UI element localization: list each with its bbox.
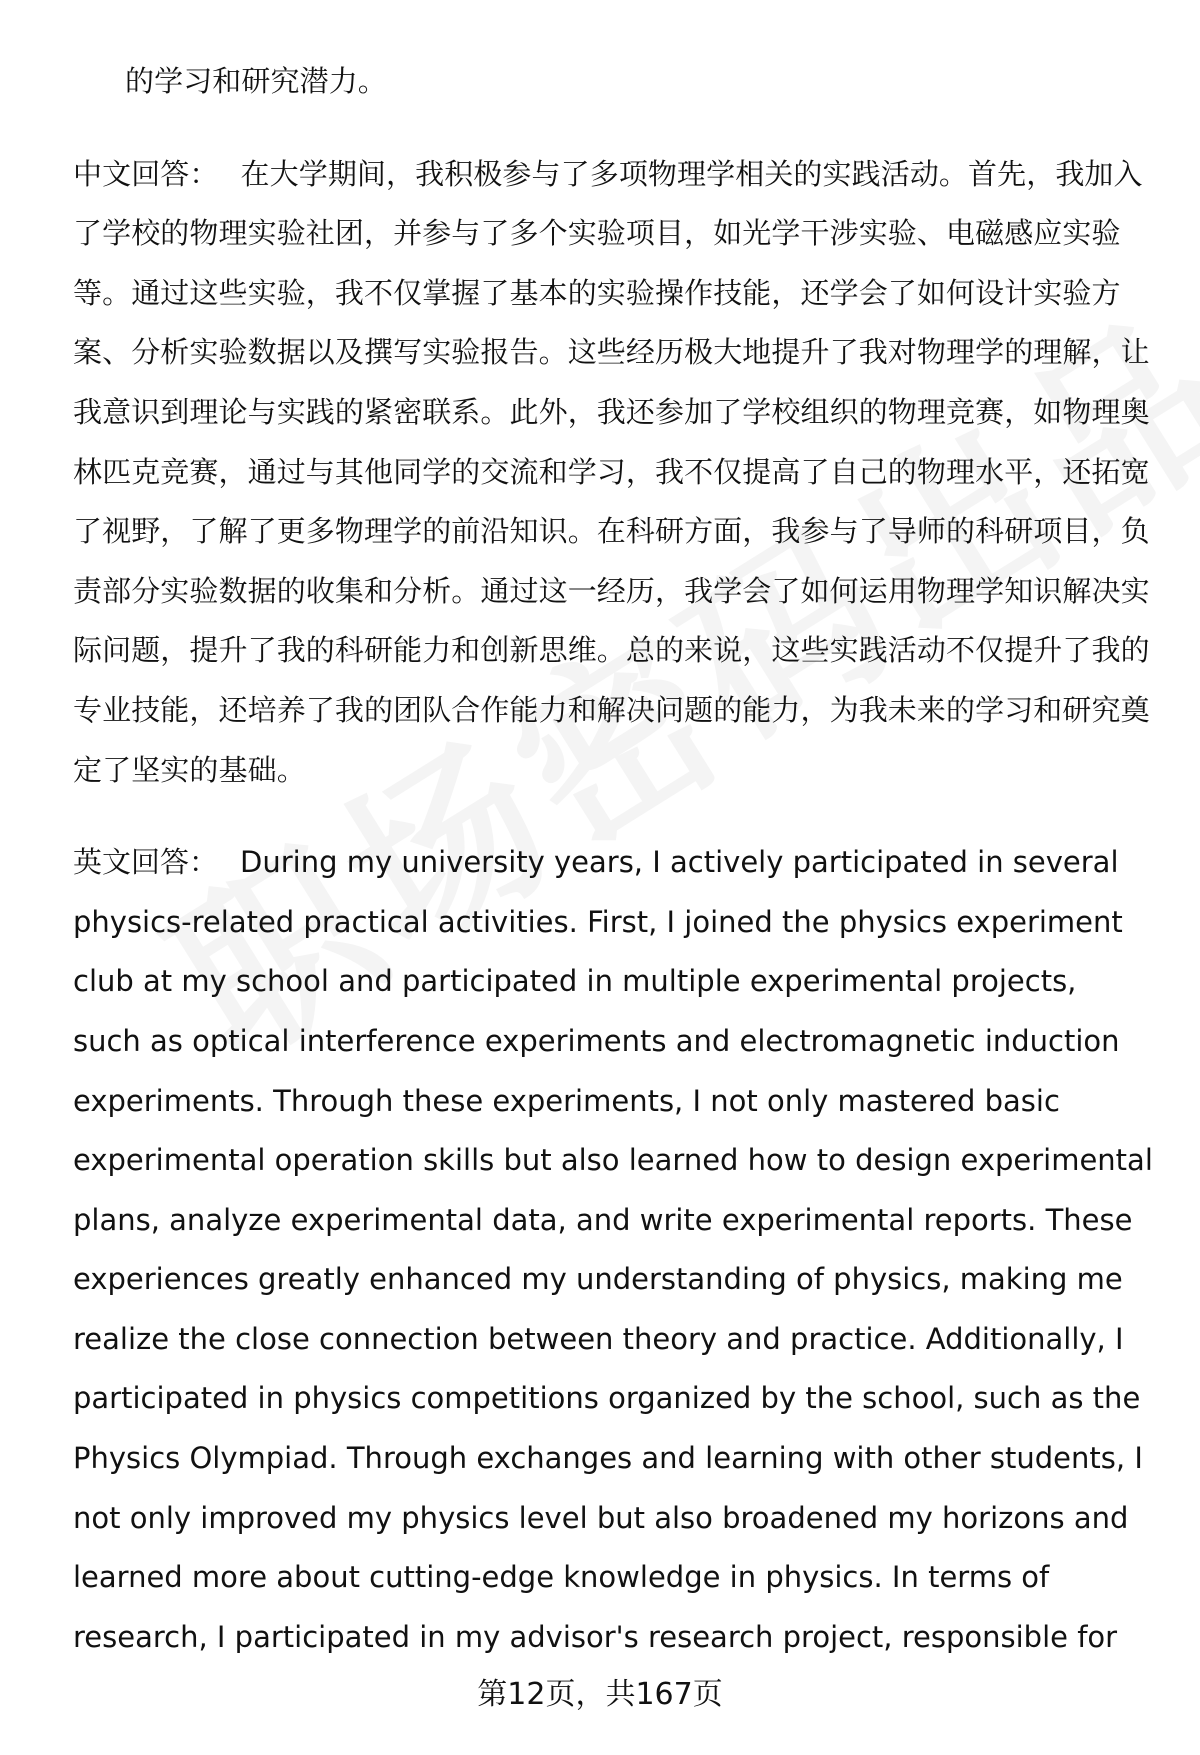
english-answer-text: During my university years, I actively participated in several physics-related practical activities. First, I joined the physics experiment club at my school and participated in multiple experimental projects, such as optical interference experiments and electromagnetic induction experiments. Through these experiments, I not only mastered basic experimental operation skills but also learned how to design experimental plans, analyze experimental data, and write experimental reports. These experiences greatly enhanced my understanding of physics, making me realize the close connection between theory and practice. Additionally, I participated in physics competitions organized by the school, such as the Physics Olympiad. Through exchanges and learning with other students, I not only improved my physics level but also broadened my horizons and learned more about cutting-edge knowledge in physics. In terms of research, I participated in my advisor's research project, responsible for bbox=[73, 845, 1153, 1654]
english-answer-label: 英文回答： bbox=[73, 845, 219, 880]
chinese-answer-text: 在大学期间，我积极参与了多项物理学相关的实践活动。首先，我加入了学校的物理实验社团，并参与了多个实验项目，如光学干涉实验、电磁感应实验等。通过这些实验，我不仅掌握了基本的实验操作技能，还学会了如何设计实验方案、分析实验数据以及撰写实验报告。这些经历极大地提升了我对物理学的理解，让我意识到理论与实践的紧密联系。此外，我还参加了学校组织的物理竞赛，如物理奥林匹克竞赛，通过与其他同学的交流和学习，我不仅提高了自己的物理水平，还拓宽了视野，了解了更多物理学的前沿知识。在科研方面，我参与了导师的科研项目，负责部分实验数据的收集和分析。通过这一经历，我学会了如何运用物理学知识解决实际问题，提升了我的科研能力和创新思维。总的来说，这些实践活动不仅提升了我的专业技能，还培养了我的团队合作能力和解决问题的能力，为我未来的学习和研究奠定了坚实的基础。 bbox=[73, 156, 1150, 787]
english-answer-paragraph bbox=[73, 833, 1153, 1667]
continuation-line: 的学习和研究潜力。 bbox=[125, 64, 387, 98]
page-number: 第12页，共167页 bbox=[477, 1677, 723, 1712]
chinese-answer-paragraph bbox=[73, 145, 1153, 801]
page-footer bbox=[0, 1675, 1200, 1715]
document-body bbox=[73, 52, 1153, 1667]
chinese-answer-label: 中文回答： bbox=[73, 156, 219, 191]
